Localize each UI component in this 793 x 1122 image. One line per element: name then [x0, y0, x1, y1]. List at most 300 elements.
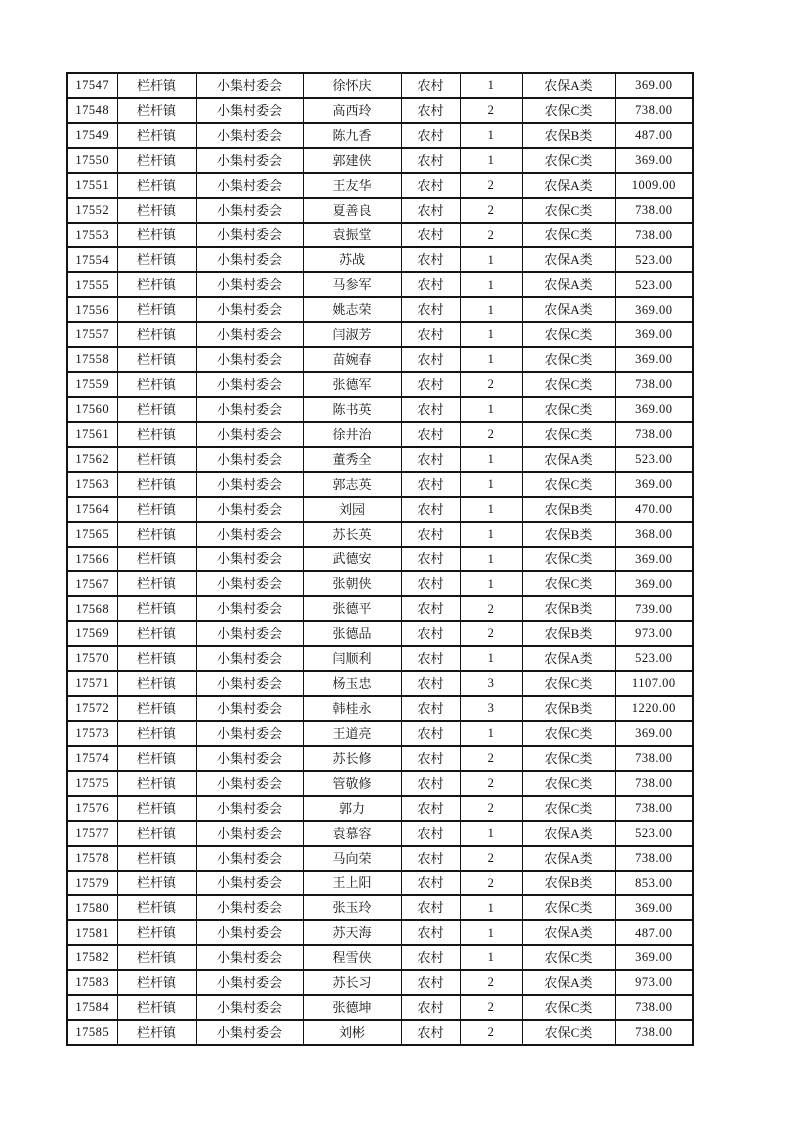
cell-insurance-category: 农保C类: [522, 98, 615, 123]
cell-town: 栏杆镇: [117, 920, 196, 945]
cell-person-name: 袁振堂: [303, 223, 401, 248]
cell-insurance-category: 农保C类: [522, 895, 615, 920]
table-row: [67, 995, 693, 1020]
cell-village-committee: 小集村委会: [196, 322, 303, 347]
cell-insurance-category: 农保C类: [522, 771, 615, 796]
cell-residence-type: 农村: [401, 297, 460, 322]
cell-person-name: 王上阳: [303, 871, 401, 896]
cell-residence-type: 农村: [401, 646, 460, 671]
cell-residence-type: 农村: [401, 148, 460, 173]
cell-town: 栏杆镇: [117, 945, 196, 970]
cell-person-name: 程雪侠: [303, 945, 401, 970]
cell-town: 栏杆镇: [117, 397, 196, 422]
cell-record-id: 17560: [67, 397, 117, 422]
cell-village-committee: 小集村委会: [196, 198, 303, 223]
cell-insurance-category: 农保A类: [522, 846, 615, 871]
cell-town: 栏杆镇: [117, 821, 196, 846]
cell-record-id: 17566: [67, 547, 117, 572]
cell-village-committee: 小集村委会: [196, 372, 303, 397]
cell-residence-type: 农村: [401, 945, 460, 970]
cell-insurance-category: 农保A类: [522, 646, 615, 671]
table-row: [67, 73, 693, 98]
cell-amount: 738.00: [615, 98, 693, 123]
cell-amount: 369.00: [615, 397, 693, 422]
table-row: [67, 297, 693, 322]
cell-person-name: 马向荣: [303, 846, 401, 871]
cell-town: 栏杆镇: [117, 746, 196, 771]
table-row: [67, 945, 693, 970]
cell-town: 栏杆镇: [117, 646, 196, 671]
cell-amount: 523.00: [615, 247, 693, 272]
cell-person-count: 2: [460, 846, 522, 871]
cell-record-id: 17581: [67, 920, 117, 945]
cell-residence-type: 农村: [401, 372, 460, 397]
cell-person-name: 杨玉忠: [303, 671, 401, 696]
cell-record-id: 17574: [67, 746, 117, 771]
cell-residence-type: 农村: [401, 123, 460, 148]
cell-person-name: 张德军: [303, 372, 401, 397]
cell-insurance-category: 农保A类: [522, 73, 615, 98]
cell-insurance-category: 农保C类: [522, 223, 615, 248]
cell-town: 栏杆镇: [117, 472, 196, 497]
cell-amount: 369.00: [615, 73, 693, 98]
cell-residence-type: 农村: [401, 223, 460, 248]
cell-town: 栏杆镇: [117, 98, 196, 123]
cell-amount: 738.00: [615, 372, 693, 397]
table-row: [67, 347, 693, 372]
cell-village-committee: 小集村委会: [196, 696, 303, 721]
cell-amount: 738.00: [615, 223, 693, 248]
cell-person-name: 郭建侠: [303, 148, 401, 173]
table-row: [67, 472, 693, 497]
table-row: [67, 671, 693, 696]
cell-record-id: 17561: [67, 422, 117, 447]
cell-person-count: 2: [460, 621, 522, 646]
cell-person-count: 1: [460, 547, 522, 572]
cell-record-id: 17573: [67, 721, 117, 746]
cell-town: 栏杆镇: [117, 621, 196, 646]
cell-amount: 369.00: [615, 322, 693, 347]
cell-residence-type: 农村: [401, 98, 460, 123]
cell-town: 栏杆镇: [117, 871, 196, 896]
cell-person-count: 1: [460, 247, 522, 272]
cell-record-id: 17558: [67, 347, 117, 372]
table-row: [67, 422, 693, 447]
cell-village-committee: 小集村委会: [196, 671, 303, 696]
cell-person-name: 苏天海: [303, 920, 401, 945]
cell-insurance-category: 农保C类: [522, 746, 615, 771]
cell-person-count: 2: [460, 871, 522, 896]
cell-village-committee: 小集村委会: [196, 746, 303, 771]
cell-insurance-category: 农保C类: [522, 148, 615, 173]
cell-insurance-category: 农保A类: [522, 970, 615, 995]
cell-person-name: 王友华: [303, 173, 401, 198]
cell-village-committee: 小集村委会: [196, 895, 303, 920]
cell-village-committee: 小集村委会: [196, 995, 303, 1020]
cell-village-committee: 小集村委会: [196, 547, 303, 572]
cell-person-count: 1: [460, 447, 522, 472]
cell-village-committee: 小集村委会: [196, 447, 303, 472]
cell-town: 栏杆镇: [117, 272, 196, 297]
table-row: [67, 372, 693, 397]
cell-town: 栏杆镇: [117, 696, 196, 721]
cell-town: 栏杆镇: [117, 846, 196, 871]
cell-village-committee: 小集村委会: [196, 347, 303, 372]
cell-amount: 738.00: [615, 995, 693, 1020]
cell-town: 栏杆镇: [117, 721, 196, 746]
cell-town: 栏杆镇: [117, 671, 196, 696]
cell-person-count: 1: [460, 497, 522, 522]
cell-insurance-category: 农保C类: [522, 945, 615, 970]
cell-record-id: 17585: [67, 1020, 117, 1045]
cell-record-id: 17552: [67, 198, 117, 223]
cell-town: 栏杆镇: [117, 148, 196, 173]
cell-record-id: 17555: [67, 272, 117, 297]
cell-record-id: 17556: [67, 297, 117, 322]
cell-record-id: 17578: [67, 846, 117, 871]
cell-village-committee: 小集村委会: [196, 771, 303, 796]
cell-record-id: 17570: [67, 646, 117, 671]
cell-village-committee: 小集村委会: [196, 497, 303, 522]
cell-insurance-category: 农保A类: [522, 247, 615, 272]
cell-village-committee: 小集村委会: [196, 297, 303, 322]
cell-village-committee: 小集村委会: [196, 123, 303, 148]
cell-amount: 369.00: [615, 547, 693, 572]
cell-person-name: 苏战: [303, 247, 401, 272]
cell-record-id: 17549: [67, 123, 117, 148]
cell-person-name: 苏长修: [303, 746, 401, 771]
table-row: [67, 547, 693, 572]
cell-record-id: 17571: [67, 671, 117, 696]
table-row: [67, 871, 693, 896]
cell-town: 栏杆镇: [117, 372, 196, 397]
cell-insurance-category: 农保A类: [522, 297, 615, 322]
table-row: [67, 98, 693, 123]
cell-amount: 369.00: [615, 945, 693, 970]
cell-person-count: 1: [460, 322, 522, 347]
cell-residence-type: 农村: [401, 347, 460, 372]
cell-residence-type: 农村: [401, 596, 460, 621]
cell-person-count: 1: [460, 920, 522, 945]
cell-person-name: 高西玲: [303, 98, 401, 123]
cell-insurance-category: 农保C类: [522, 397, 615, 422]
cell-amount: 1009.00: [615, 173, 693, 198]
cell-record-id: 17569: [67, 621, 117, 646]
pension-records-table: [66, 72, 694, 1046]
cell-insurance-category: 农保A类: [522, 920, 615, 945]
table-row: [67, 198, 693, 223]
cell-person-name: 张德品: [303, 621, 401, 646]
cell-village-committee: 小集村委会: [196, 272, 303, 297]
cell-town: 栏杆镇: [117, 596, 196, 621]
cell-insurance-category: 农保B类: [522, 871, 615, 896]
cell-person-name: 徐怀庆: [303, 73, 401, 98]
cell-person-count: 1: [460, 721, 522, 746]
cell-person-count: 1: [460, 895, 522, 920]
cell-insurance-category: 农保C类: [522, 721, 615, 746]
cell-amount: 368.00: [615, 522, 693, 547]
table-row: [67, 123, 693, 148]
cell-person-count: 1: [460, 646, 522, 671]
cell-person-count: 3: [460, 696, 522, 721]
cell-residence-type: 农村: [401, 846, 460, 871]
cell-person-name: 董秀全: [303, 447, 401, 472]
cell-town: 栏杆镇: [117, 497, 196, 522]
cell-person-name: 陈九香: [303, 123, 401, 148]
cell-amount: 369.00: [615, 347, 693, 372]
cell-village-committee: 小集村委会: [196, 73, 303, 98]
table-row: [67, 447, 693, 472]
cell-record-id: 17584: [67, 995, 117, 1020]
cell-person-count: 1: [460, 148, 522, 173]
table-row: [67, 173, 693, 198]
cell-insurance-category: 农保C类: [522, 571, 615, 596]
cell-amount: 738.00: [615, 796, 693, 821]
cell-person-name: 王道亮: [303, 721, 401, 746]
cell-amount: 738.00: [615, 1020, 693, 1045]
cell-town: 栏杆镇: [117, 895, 196, 920]
cell-village-committee: 小集村委会: [196, 970, 303, 995]
cell-insurance-category: 农保B类: [522, 522, 615, 547]
cell-town: 栏杆镇: [117, 322, 196, 347]
cell-insurance-category: 农保A类: [522, 173, 615, 198]
cell-record-id: 17576: [67, 796, 117, 821]
cell-insurance-category: 农保B类: [522, 696, 615, 721]
table-row: [67, 223, 693, 248]
cell-insurance-category: 农保B类: [522, 123, 615, 148]
cell-person-count: 1: [460, 821, 522, 846]
cell-amount: 369.00: [615, 297, 693, 322]
cell-village-committee: 小集村委会: [196, 422, 303, 447]
cell-person-count: 2: [460, 198, 522, 223]
cell-village-committee: 小集村委会: [196, 646, 303, 671]
cell-residence-type: 农村: [401, 322, 460, 347]
cell-record-id: 17579: [67, 871, 117, 896]
table-row: [67, 895, 693, 920]
cell-insurance-category: 农保B类: [522, 621, 615, 646]
cell-person-name: 张德坤: [303, 995, 401, 1020]
cell-person-count: 1: [460, 522, 522, 547]
cell-record-id: 17559: [67, 372, 117, 397]
cell-amount: 369.00: [615, 571, 693, 596]
cell-person-name: 苗婉春: [303, 347, 401, 372]
cell-residence-type: 农村: [401, 547, 460, 572]
cell-amount: 738.00: [615, 198, 693, 223]
cell-village-committee: 小集村委会: [196, 596, 303, 621]
cell-town: 栏杆镇: [117, 422, 196, 447]
table-row: [67, 322, 693, 347]
table-row: [67, 621, 693, 646]
cell-residence-type: 农村: [401, 472, 460, 497]
cell-person-name: 管敬修: [303, 771, 401, 796]
cell-person-name: 苏长习: [303, 970, 401, 995]
cell-village-committee: 小集村委会: [196, 871, 303, 896]
cell-residence-type: 农村: [401, 970, 460, 995]
cell-person-name: 郭志英: [303, 472, 401, 497]
table-row: [67, 696, 693, 721]
cell-insurance-category: 农保C类: [522, 198, 615, 223]
cell-insurance-category: 农保C类: [522, 796, 615, 821]
cell-record-id: 17548: [67, 98, 117, 123]
table-row: [67, 148, 693, 173]
cell-residence-type: 农村: [401, 571, 460, 596]
table-row: [67, 721, 693, 746]
table-row: [67, 920, 693, 945]
cell-person-name: 张德平: [303, 596, 401, 621]
cell-residence-type: 农村: [401, 198, 460, 223]
cell-record-id: 17568: [67, 596, 117, 621]
cell-record-id: 17563: [67, 472, 117, 497]
cell-amount: 738.00: [615, 422, 693, 447]
cell-residence-type: 农村: [401, 522, 460, 547]
cell-person-name: 郭力: [303, 796, 401, 821]
cell-town: 栏杆镇: [117, 447, 196, 472]
cell-amount: 470.00: [615, 497, 693, 522]
cell-town: 栏杆镇: [117, 796, 196, 821]
table-body: [67, 73, 693, 1045]
cell-village-committee: 小集村委会: [196, 945, 303, 970]
cell-residence-type: 农村: [401, 821, 460, 846]
table-row: [67, 821, 693, 846]
cell-village-committee: 小集村委会: [196, 522, 303, 547]
cell-residence-type: 农村: [401, 671, 460, 696]
cell-residence-type: 农村: [401, 796, 460, 821]
cell-residence-type: 农村: [401, 73, 460, 98]
cell-town: 栏杆镇: [117, 571, 196, 596]
cell-person-count: 1: [460, 272, 522, 297]
cell-town: 栏杆镇: [117, 297, 196, 322]
cell-person-name: 刘彬: [303, 1020, 401, 1045]
table-row: [67, 522, 693, 547]
table-row: [67, 746, 693, 771]
cell-town: 栏杆镇: [117, 198, 196, 223]
table-row: [67, 247, 693, 272]
cell-amount: 973.00: [615, 970, 693, 995]
cell-residence-type: 农村: [401, 871, 460, 896]
cell-town: 栏杆镇: [117, 995, 196, 1020]
cell-insurance-category: 农保A类: [522, 447, 615, 472]
cell-amount: 523.00: [615, 447, 693, 472]
cell-person-count: 2: [460, 771, 522, 796]
cell-town: 栏杆镇: [117, 771, 196, 796]
cell-amount: 1107.00: [615, 671, 693, 696]
cell-person-name: 韩桂永: [303, 696, 401, 721]
cell-residence-type: 农村: [401, 696, 460, 721]
cell-amount: 523.00: [615, 646, 693, 671]
cell-person-count: 2: [460, 1020, 522, 1045]
cell-village-committee: 小集村委会: [196, 920, 303, 945]
cell-amount: 973.00: [615, 621, 693, 646]
cell-person-name: 武德安: [303, 547, 401, 572]
cell-person-count: 2: [460, 970, 522, 995]
cell-residence-type: 农村: [401, 497, 460, 522]
cell-town: 栏杆镇: [117, 223, 196, 248]
cell-insurance-category: 农保C类: [522, 372, 615, 397]
cell-town: 栏杆镇: [117, 73, 196, 98]
cell-person-count: 2: [460, 796, 522, 821]
cell-person-count: 2: [460, 98, 522, 123]
cell-person-count: 1: [460, 945, 522, 970]
table-row: [67, 497, 693, 522]
cell-record-id: 17565: [67, 522, 117, 547]
cell-person-count: 1: [460, 571, 522, 596]
cell-person-count: 2: [460, 223, 522, 248]
cell-amount: 369.00: [615, 148, 693, 173]
cell-residence-type: 农村: [401, 272, 460, 297]
cell-person-count: 1: [460, 73, 522, 98]
cell-insurance-category: 农保A类: [522, 272, 615, 297]
cell-village-committee: 小集村委会: [196, 223, 303, 248]
cell-record-id: 17572: [67, 696, 117, 721]
cell-person-count: 1: [460, 397, 522, 422]
cell-village-committee: 小集村委会: [196, 397, 303, 422]
cell-insurance-category: 农保B类: [522, 497, 615, 522]
cell-residence-type: 农村: [401, 447, 460, 472]
cell-record-id: 17564: [67, 497, 117, 522]
cell-residence-type: 农村: [401, 721, 460, 746]
cell-insurance-category: 农保A类: [522, 821, 615, 846]
cell-insurance-category: 农保B类: [522, 596, 615, 621]
cell-person-name: 夏善良: [303, 198, 401, 223]
cell-person-name: 张玉玲: [303, 895, 401, 920]
cell-person-name: 张朝侠: [303, 571, 401, 596]
cell-amount: 487.00: [615, 123, 693, 148]
cell-record-id: 17567: [67, 571, 117, 596]
cell-insurance-category: 农保C类: [522, 671, 615, 696]
cell-amount: 853.00: [615, 871, 693, 896]
cell-person-name: 闫淑芳: [303, 322, 401, 347]
cell-person-name: 马参军: [303, 272, 401, 297]
cell-village-committee: 小集村委会: [196, 571, 303, 596]
cell-record-id: 17547: [67, 73, 117, 98]
cell-person-name: 闫顺利: [303, 646, 401, 671]
cell-person-name: 徐井治: [303, 422, 401, 447]
cell-residence-type: 农村: [401, 771, 460, 796]
cell-person-name: 苏长英: [303, 522, 401, 547]
cell-record-id: 17553: [67, 223, 117, 248]
cell-amount: 738.00: [615, 746, 693, 771]
table-row: [67, 846, 693, 871]
cell-amount: 369.00: [615, 895, 693, 920]
cell-record-id: 17554: [67, 247, 117, 272]
cell-insurance-category: 农保C类: [522, 347, 615, 372]
cell-town: 栏杆镇: [117, 522, 196, 547]
cell-amount: 523.00: [615, 821, 693, 846]
table-row: [67, 397, 693, 422]
cell-record-id: 17582: [67, 945, 117, 970]
cell-person-name: 姚志荣: [303, 297, 401, 322]
cell-record-id: 17577: [67, 821, 117, 846]
cell-insurance-category: 农保C类: [522, 547, 615, 572]
table-row: [67, 272, 693, 297]
cell-town: 栏杆镇: [117, 247, 196, 272]
cell-amount: 487.00: [615, 920, 693, 945]
cell-village-committee: 小集村委会: [196, 148, 303, 173]
cell-town: 栏杆镇: [117, 347, 196, 372]
cell-residence-type: 农村: [401, 920, 460, 945]
cell-insurance-category: 农保C类: [522, 322, 615, 347]
cell-amount: 738.00: [615, 771, 693, 796]
cell-town: 栏杆镇: [117, 173, 196, 198]
cell-person-name: 刘园: [303, 497, 401, 522]
cell-residence-type: 农村: [401, 746, 460, 771]
cell-record-id: 17575: [67, 771, 117, 796]
cell-record-id: 17551: [67, 173, 117, 198]
cell-residence-type: 农村: [401, 247, 460, 272]
table-row: [67, 796, 693, 821]
cell-residence-type: 农村: [401, 422, 460, 447]
cell-person-count: 1: [460, 123, 522, 148]
